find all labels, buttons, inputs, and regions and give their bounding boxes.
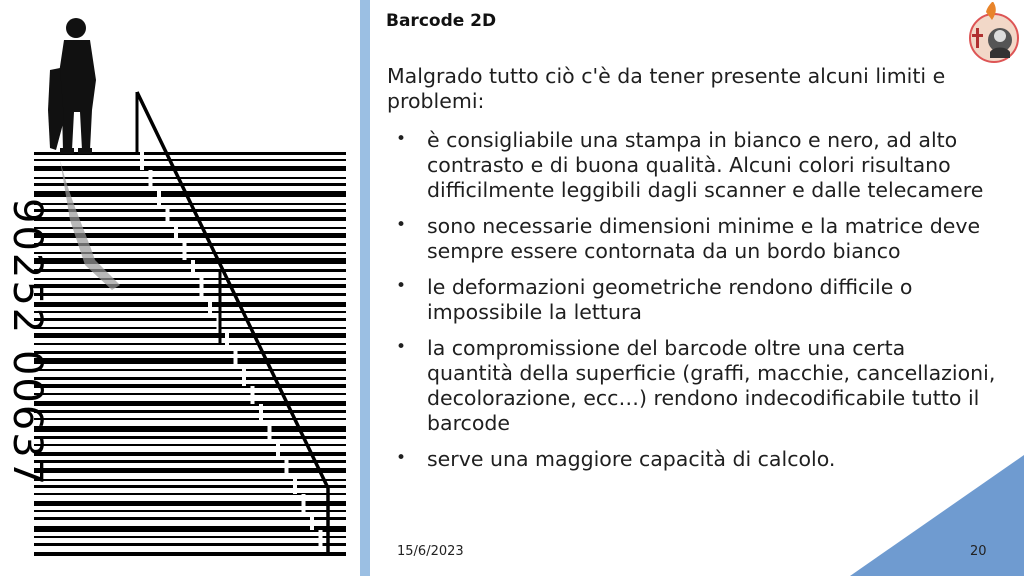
slide-title: Barcode 2D xyxy=(386,11,497,31)
bullet-item: • serve una maggiore capacità di calcolo. xyxy=(396,447,836,471)
slide-date: 15/6/2023 xyxy=(397,544,464,559)
bullet-icon: • xyxy=(396,215,407,235)
bullet-item: • la compromissione del barcode oltre una certa quantità della superficie (graffi, macchie, cancellazioni, decolorazione, ecc…) rendono indecodificabile tutto il barcode xyxy=(396,336,996,435)
bullet-item: • è consigliabile una stampa in bianco e nero, ad alto contrasto e di buona qualità. Alcuni colori risultano difficilmente leggibili dagli scanner e dalle telecamere xyxy=(396,128,984,202)
slide-page-number: 20 xyxy=(970,544,987,559)
bullet-item: • sono necessarie dimensioni minime e la matrice deve sempre essere contornata da un bordo bianco xyxy=(396,214,981,263)
bullet-list xyxy=(396,128,996,483)
bullet-icon: • xyxy=(396,448,407,468)
bullet-icon: • xyxy=(396,276,407,296)
bullet-icon: • xyxy=(396,337,407,357)
barcode-digits: 90252 00637 xyxy=(4,198,50,488)
intro-text: Malgrado tutto ciò c'è da tener presente alcuni limiti e problemi: xyxy=(387,64,946,113)
school-logo-icon xyxy=(964,2,1022,66)
bullet-item: • le deformazioni geometriche rendono difficile o impossibile la lettura xyxy=(396,275,913,324)
bullet-icon: • xyxy=(396,129,407,149)
